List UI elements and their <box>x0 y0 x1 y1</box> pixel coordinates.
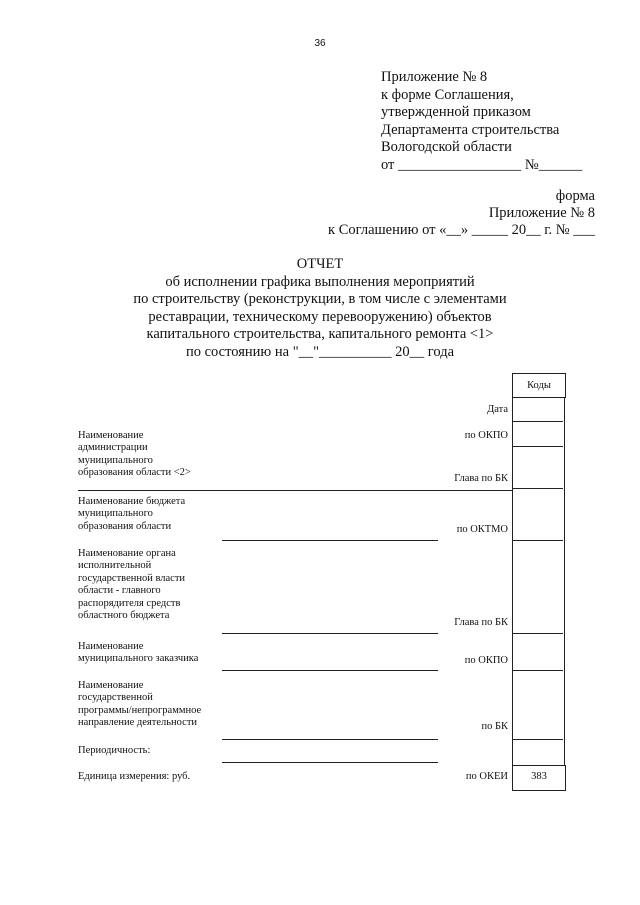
code-cell-divider <box>513 670 563 671</box>
appendix-line: Приложение № 8 <box>381 69 488 85</box>
code-cell-divider <box>513 488 563 489</box>
codes-header: Коды <box>512 373 566 398</box>
form-appendix-ref: Приложение № 8 <box>488 205 595 221</box>
bk-chapter-label: Глава по БК <box>454 617 508 628</box>
periodicity-fill-line <box>222 762 438 763</box>
row-label-budget: Наименование бюджета муниципального образования области <box>78 496 186 532</box>
bk-label: по БК <box>481 721 508 732</box>
row-divider <box>78 490 512 491</box>
code-cell-divider <box>513 446 563 447</box>
row-label-customer: Наименование муниципального заказчика <box>78 641 199 665</box>
title-line: об исполнении графика выполнения мероприятий <box>165 273 475 290</box>
form-label: форма <box>555 188 595 204</box>
row-label-authority: Наименование органа исполнительной государственной власти области - главного распорядителя средств областного бюджета <box>78 548 186 622</box>
form-agreement-line: к Соглашению от «__» _____ 20__ г. № ___ <box>328 222 595 238</box>
row-label-periodicity: Периодичность: <box>78 745 151 756</box>
authority-fill-line <box>222 633 438 634</box>
title-line: по состоянию на "__"__________ 20__ года <box>185 343 455 360</box>
bk-chapter-label: Глава по БК <box>454 473 508 484</box>
row-label-administration: Наименование администрации муниципального образования области <2> <box>78 430 191 479</box>
okpo-label: по ОКПО <box>464 430 508 441</box>
date-label: Дата <box>487 404 508 415</box>
title-line: капитального строительства, капитального ремонта <1> <box>146 326 494 342</box>
row-label-unit: Единица измерения: руб. <box>78 771 191 782</box>
title-line: реставрации, техническому перевооружению) объектов <box>148 308 492 325</box>
appendix-line: к форме Соглашения, <box>381 86 514 103</box>
budget-fill-line <box>222 540 438 541</box>
okpo-label: по ОКПО <box>464 655 508 666</box>
codes-column <box>512 397 565 766</box>
appendix-line: от _________________ №______ <box>381 156 583 173</box>
code-cell-divider <box>513 421 563 422</box>
appendix-line: Департамента строительства <box>381 121 560 138</box>
code-cell-divider <box>513 633 563 634</box>
title-line: ОТЧЕТ <box>296 256 344 272</box>
title-line: по строительству (реконструкции, в том числе с элементами <box>133 291 507 307</box>
code-cell-divider <box>513 540 563 541</box>
report-title <box>0 256 640 361</box>
oktmo-label: по ОКТМО <box>456 524 508 535</box>
appendix-line: Вологодской области <box>381 139 512 156</box>
code-cell-divider <box>513 739 563 740</box>
customer-fill-line <box>222 670 438 671</box>
program-fill-line <box>222 739 438 740</box>
appendix-header <box>381 69 582 175</box>
row-label-program: Наименование государственной программы/непрограммное направление деятельности <box>78 680 202 729</box>
appendix-line: утвержденной приказом <box>381 104 531 121</box>
page-number: 36 <box>314 38 326 49</box>
okei-label: по ОКЕИ <box>465 771 508 782</box>
okei-code-cell: 383 <box>512 765 566 791</box>
